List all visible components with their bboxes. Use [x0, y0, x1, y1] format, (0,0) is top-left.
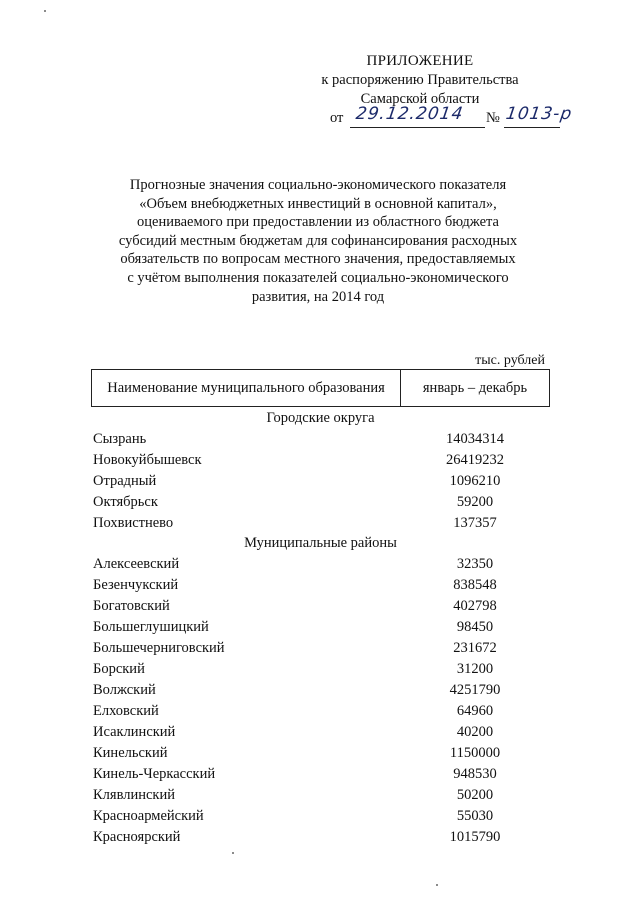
decree-date-number [330, 104, 574, 130]
section-title-municipal-districts: Муниципальные районы [244, 535, 397, 551]
table-row [0, 577, 640, 598]
header-period: январь – декабрь [422, 379, 528, 396]
heading-line: субсидий местным бюджетам для софинансирования расходных [118, 232, 518, 249]
row-name: Исаклинский [93, 724, 176, 740]
appendix-line-1: к распоряжению Правительства [321, 72, 519, 88]
scan-speck [44, 10, 46, 12]
row-name: Елховский [93, 703, 159, 719]
row-value: 59200 [456, 494, 494, 510]
date-label: от [330, 110, 344, 126]
section-title-city-districts: Городские округа [266, 410, 375, 426]
row-name: Новокуйбышевск [93, 452, 202, 468]
appendix-line-2: Самарской области [360, 91, 480, 107]
row-value: 402798 [453, 598, 497, 614]
row-name: Отрадный [93, 473, 157, 489]
row-value: 98450 [456, 619, 494, 635]
row-name: Клявлинский [93, 787, 175, 803]
heading-line: оцениваемого при предоставлении из областного бюджета [137, 214, 499, 231]
heading-line: Прогнозные значения социально-экономического показателя [129, 177, 507, 193]
heading-line: «Объем внебюджетных инвестиций в основной капитал», [139, 195, 497, 212]
table-row [0, 766, 640, 787]
table-header [91, 369, 550, 407]
row-name: Безенчукский [93, 577, 179, 593]
row-name: Богатовский [93, 598, 170, 614]
row-value: 231672 [453, 640, 497, 656]
table-row [0, 640, 640, 661]
row-name: Кинельский [93, 745, 168, 761]
heading-line: с учётом выполнения показателей социально-экономического [127, 269, 509, 286]
row-name: Борский [93, 661, 145, 677]
row-value: 64960 [456, 703, 494, 719]
table-row [0, 724, 640, 745]
row-value: 1150000 [449, 745, 501, 761]
handwritten-date: 29.12.2014 [354, 104, 465, 124]
row-name: Красноярский [93, 829, 181, 845]
handwritten-number: 1013-р [504, 104, 574, 124]
row-value: 14034314 [446, 431, 504, 447]
row-name: Похвистнево [93, 515, 174, 531]
row-value: 838548 [453, 577, 497, 593]
units-label: тыс. рублей [475, 353, 545, 368]
table-row [0, 494, 640, 515]
table-row [0, 787, 640, 808]
document-heading [88, 176, 548, 306]
row-value: 137357 [453, 515, 497, 531]
table-row [0, 703, 640, 724]
row-value: 55030 [456, 808, 494, 824]
row-name: Алексеевский [93, 556, 180, 572]
row-name: Красноармейский [93, 808, 204, 824]
row-value: 32350 [456, 556, 494, 572]
row-value: 50200 [456, 787, 494, 803]
row-value: 31200 [456, 661, 494, 677]
heading-line: обязательств по вопросам местного значения, предоставляемых [120, 251, 516, 268]
table-row [0, 598, 640, 619]
row-value: 1096210 [449, 473, 501, 489]
table-row [0, 682, 640, 703]
table-row [0, 452, 640, 473]
heading-line: развития, на 2014 год [251, 288, 385, 305]
table-row [0, 556, 640, 577]
row-value: 26419232 [446, 452, 504, 468]
date-underline [350, 127, 485, 128]
row-name: Большеглушицкий [93, 619, 209, 635]
row-name: Волжский [93, 682, 156, 698]
row-name: Сызрань [93, 431, 147, 447]
row-value: 4251790 [449, 682, 501, 698]
header-municipality: Наименование муниципального образования [92, 370, 401, 406]
table-row [0, 661, 640, 682]
table-row [0, 473, 640, 494]
appendix-title: ПРИЛОЖЕНИЕ [366, 53, 474, 69]
row-name: Большечерниговский [93, 640, 225, 656]
table-row [0, 431, 640, 452]
table-row [0, 745, 640, 766]
table-row [0, 515, 640, 536]
number-underline [504, 127, 560, 128]
row-name: Кинель-Черкасский [93, 766, 216, 782]
row-value: 1015790 [449, 829, 501, 845]
scan-speck [436, 884, 438, 886]
table-row [0, 829, 640, 850]
scan-speck [232, 852, 234, 854]
row-value: 948530 [453, 766, 497, 782]
number-label: № [486, 110, 500, 126]
table-row [0, 619, 640, 640]
row-value: 40200 [456, 724, 494, 740]
row-name: Октябрьск [93, 494, 158, 510]
table-row [0, 808, 640, 829]
